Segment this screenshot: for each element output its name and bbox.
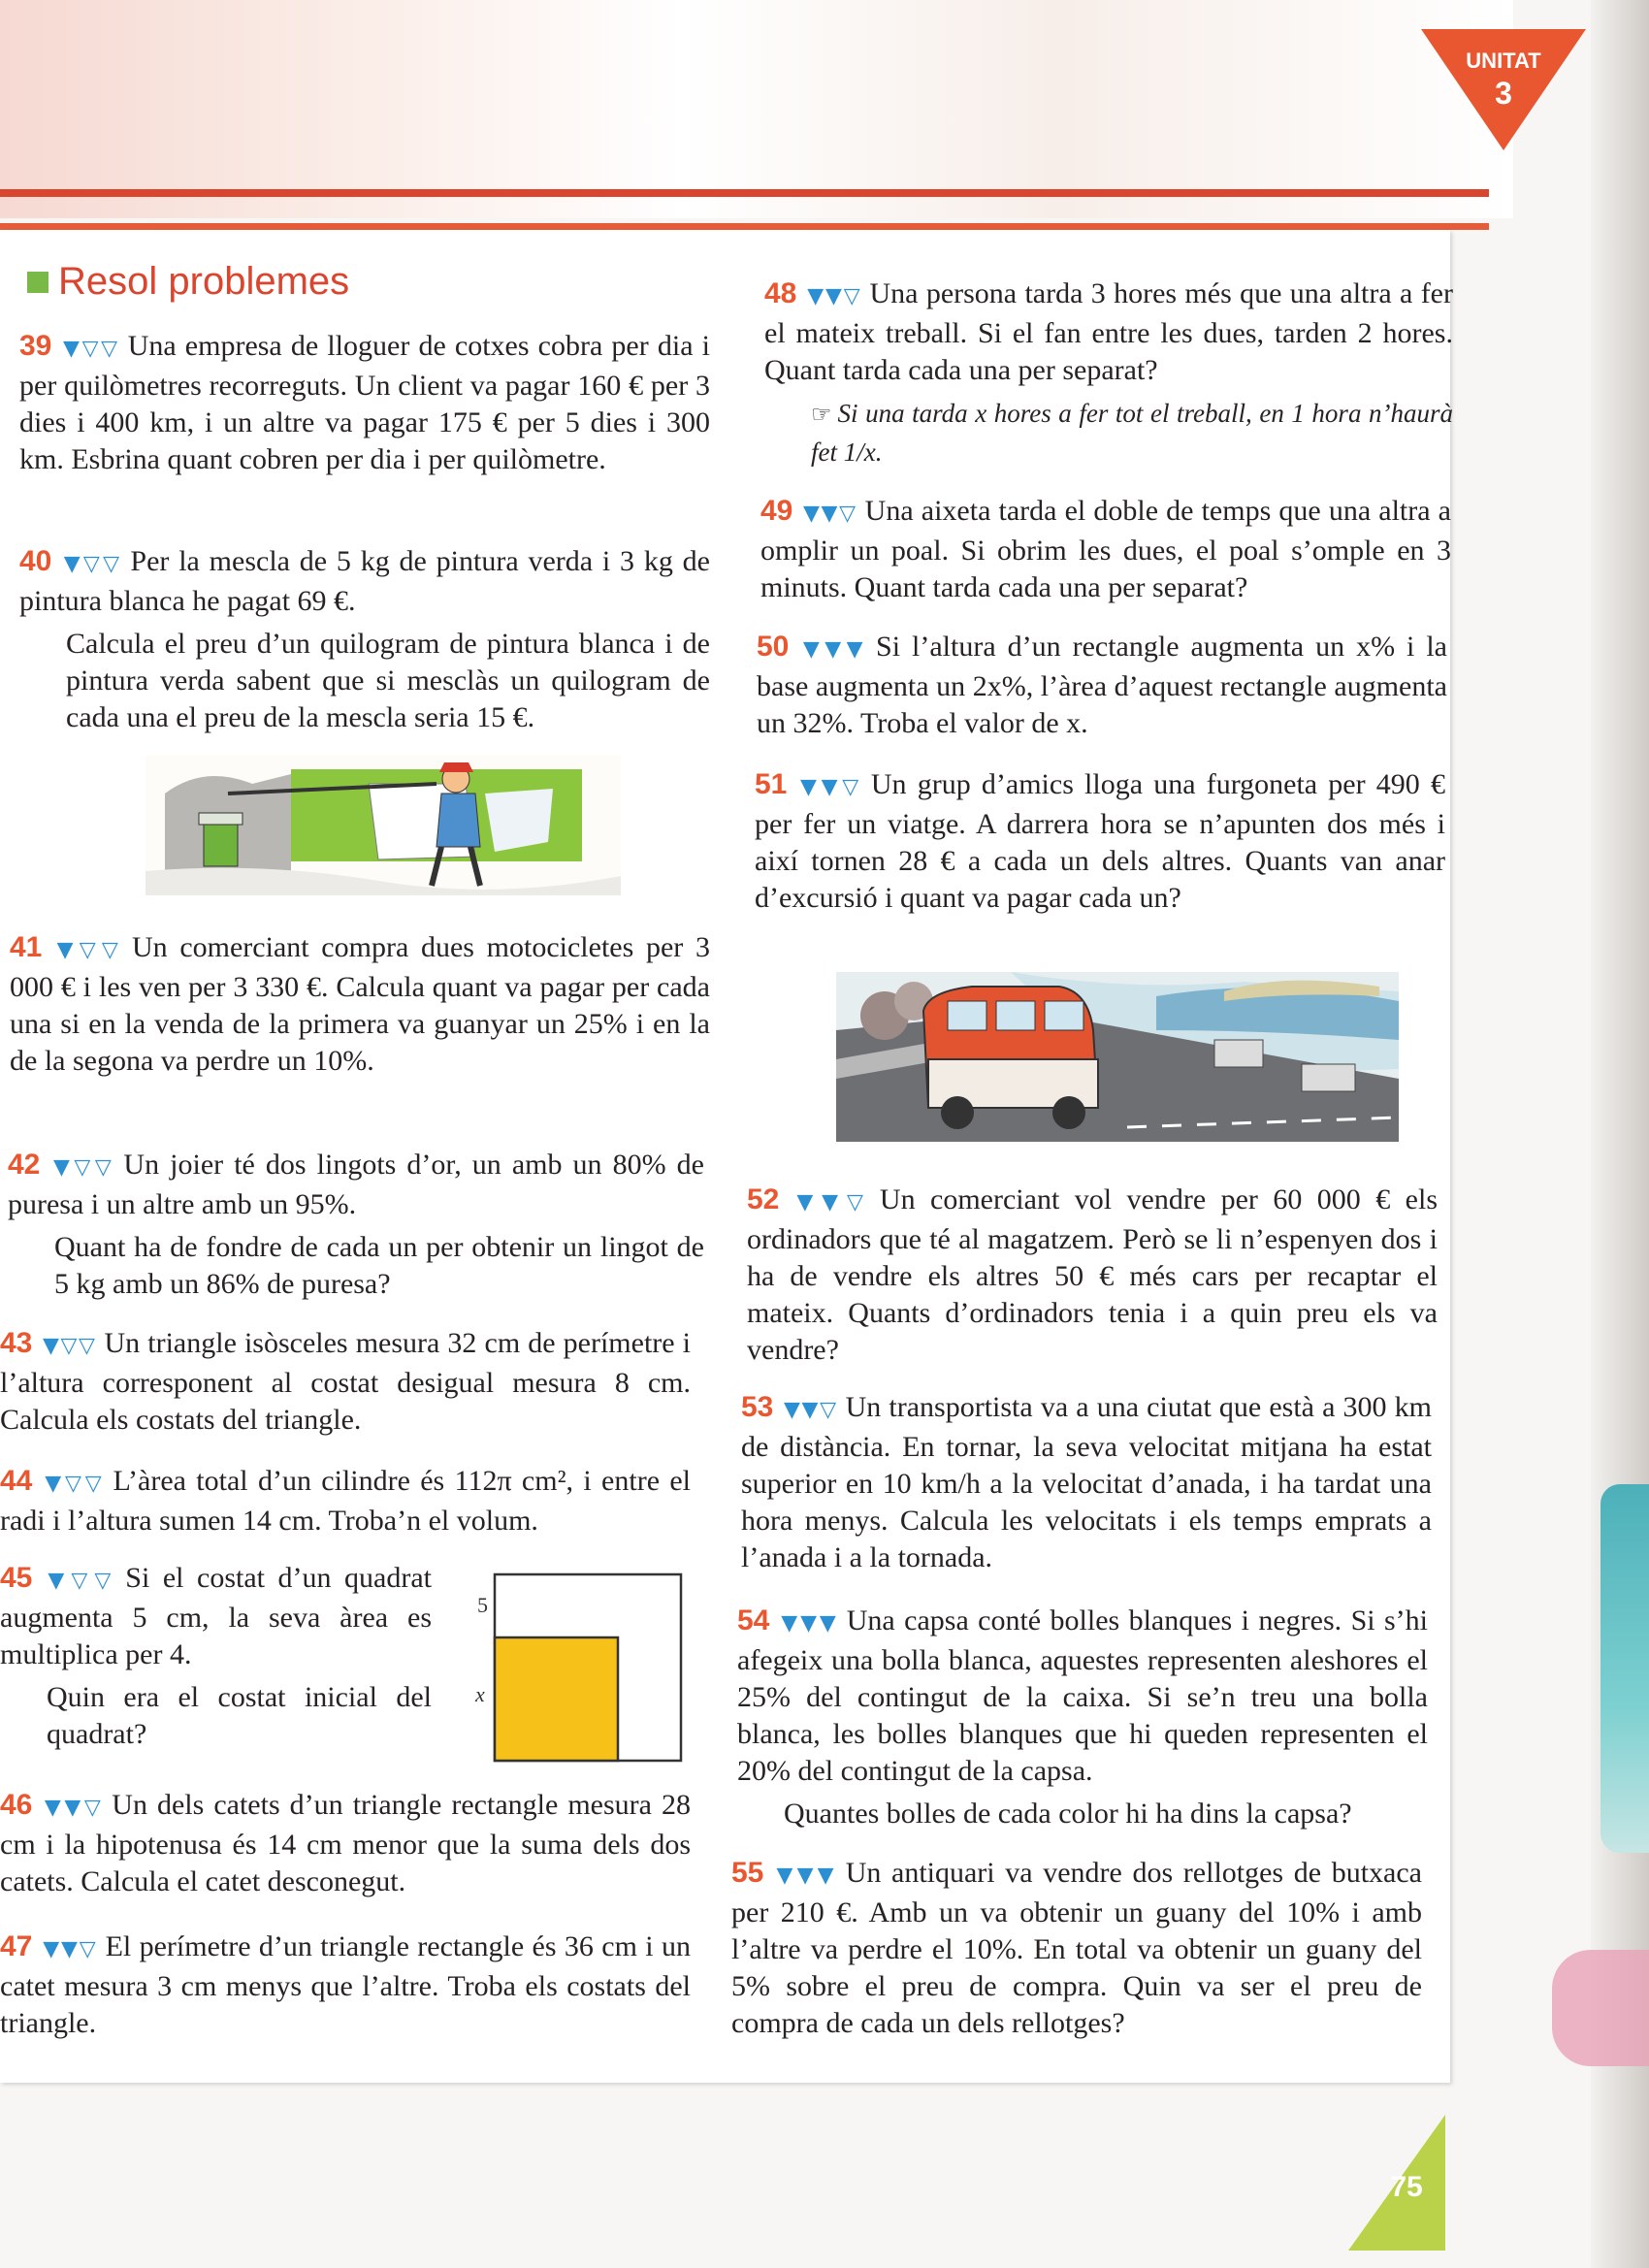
problem-50: 50 ▼▼▼ Si l’altura d’un rectangle augmenta un x% i la base augmenta un 2x%, l’àrea d’aquest rectangle augmenta un 32%. Troba el valor de x. (757, 631, 1447, 739)
painter-illustration (146, 755, 621, 895)
difficulty-icon: ▼▼▽ (42, 1796, 105, 1820)
section-heading (27, 260, 349, 304)
difficulty-icon: ▼▽▽ (49, 1155, 116, 1180)
difficulty-icon: ▼▼▽ (42, 1937, 98, 1961)
difficulty-icon: ▼▽▽ (51, 938, 124, 962)
problem-53: 53 ▼▼▽ Un transportista va a una ciutat que està a 300 km de distància. En tornar, la seva velocitat mitjana ha estat superior en 10 km/h a la velocitat d’anada, i ha tardat una hora menys. Calcula les velocitats i els temps emprats a l’anada i a la tornada. (741, 1391, 1432, 1573)
background-object-pink (1552, 1950, 1649, 2066)
difficulty-icon: ▼▼▽ (783, 1398, 838, 1422)
difficulty-icon: ▼▽▽ (42, 1334, 97, 1358)
problem-47: 47 ▼▼▽ El perímetre d’un triangle rectangle és 36 cm i un catet mesura 3 cm menys que l’altre. Troba els costats del triangle. (0, 1930, 691, 2039)
header-rule-lower (0, 223, 1489, 230)
section-title: Resol problemes (58, 260, 350, 303)
problem-51: 51 ▼▼▽ Un grup d’amics lloga una furgoneta per 490 € per fer un viatge. A darrera hora se n’apunten dos més i així tornen 28 € a cada un dels altres. Quants van anar d’excursió i quant va pagar cada un? (755, 768, 1445, 914)
problem-39: 39 ▼▽▽ Una empresa de lloguer de cotxes cobra per dia i per quilòmetres recorreguts. Un client va pagar 160 € per 3 dies i 400 km, i un altre va pagar 175 € per 5 dies i 300 km. Esbrina quant cobren per dia i per quilòmetre. (19, 330, 710, 475)
problem-41: 41 ▼▽▽ Un comerciant compra dues motocicletes per 3 000 € i les ven per 3 330 €. Calcula quant va pagar per cada una si en la venda de la primera va guanyar un 25% i en la de la segona va perdre un 10%. (10, 931, 710, 1077)
difficulty-icon: ▼▽▽ (42, 1472, 106, 1496)
difficulty-icon: ▼▼▼ (798, 637, 869, 662)
problem-46: 46 ▼▼▽ Un dels catets d’un triangle rectangle mesura 28 cm i la hipotenusa és 14 cm menor que la suma dels dos catets. Calcula el catet desconegut. (0, 1789, 691, 1897)
difficulty-icon: ▼▽▽ (42, 1569, 118, 1593)
header-band (0, 0, 1513, 218)
difficulty-icon: ▼▽▽ (61, 337, 120, 361)
page-number: 75 (1390, 2171, 1423, 2203)
difficulty-icon: ▼▼▽ (802, 502, 857, 526)
background-object (1600, 1484, 1649, 1853)
van-illustration (836, 972, 1399, 1142)
difficulty-icon: ▼▼▽ (806, 284, 862, 308)
difficulty-icon: ▼▼▽ (796, 775, 863, 799)
figure-label-x: x (475, 1682, 485, 1706)
problem-45: 45 ▼▽▽ Si el costat d’un quadrat augmenta 5 cm, la seva àrea es multiplica per 4. Quin era el costat inicial del quadrat? (0, 1562, 432, 1750)
problem-44: 44 ▼▽▽ L’àrea total d’un cilindre és 112π cm², i entre el radi i l’altura sumen 14 cm. Troba’n el volum. (0, 1465, 691, 1537)
problem-40: 40 ▼▽▽ Per la mescla de 5 kg de pintura verda i 3 kg de pintura blanca he pagat 69 €. Calcula el preu d’un quilogram de pintura blanca i de pintura verda sabent que si mesclàs un quilogram de cada una el preu de la mescla seria 15 €. (19, 545, 711, 733)
problem-54: 54 ▼▼▼ Una capsa conté bolles blanques i negres. Si s’hi afegeix una bolla blanca, aquestes representen aleshores el 25% del contingut de la caixa. Si se’n treu una bolla blanca, les bolles blanques que hi queden representen el 20% del contingut de la capsa. Quantes bolles de cada color hi ha dins la capsa? (737, 1604, 1428, 1830)
square-figure (466, 1571, 689, 1766)
pointing-hand-icon: ☞ (811, 403, 832, 428)
square-bullet-icon (27, 272, 48, 293)
problem-49: 49 ▼▼▽ Una aixeta tarda el doble de temps que una altra a omplir un poal. Si obrim les dues, el poal s’omple en 3 minuts. Quant tarda cada una per separat? (760, 495, 1451, 603)
problem-55: 55 ▼▼▼ Un antiquari va vendre dos rellotges de butxaca per 210 €. Amb un va obtenir un guany del 10% i amb l’altre va perdre el 10%. En total va obtenir un guany del 5% sobre el preu de compra. Quin va ser el preu de compra de cada un dels rellotges? (731, 1857, 1422, 2039)
problem-42: 42 ▼▽▽ Un joier té dos lingots d’or, un amb un 80% de puresa i un altre amb un 95%. Quant ha de fondre de cada un per obtenir un lingot de 5 kg amb un 86% de puresa? (8, 1149, 704, 1300)
problem-48: 48 ▼▼▽ Una persona tarda 3 hores més que una altra a fer el mateix treball. Si el fan entre les dues, tarden 2 hores. Quant tarda cada una per separat? ☞ Si una tarda x hores a fer tot el treball, en 1 hora n’haurà fet 1/x. (764, 277, 1453, 467)
unit-number: 3 (1495, 76, 1512, 111)
difficulty-icon: ▼▼▽ (789, 1190, 872, 1215)
difficulty-icon: ▼▼▼ (773, 1863, 838, 1888)
figure-label-5: 5 (477, 1593, 488, 1617)
difficulty-icon: ▼▽▽ (61, 552, 123, 576)
page-edge (1591, 0, 1649, 2268)
unit-label: UNITAT (1466, 49, 1541, 73)
difficulty-icon: ▼▼▼ (779, 1611, 839, 1636)
problem-43: 43 ▼▽▽ Un triangle isòsceles mesura 32 cm de perímetre i l’altura corresponent al costat desigual mesura 8 cm. Calcula els costats del triangle. (0, 1327, 692, 1436)
problem-52: 52 ▼▼▽ Un comerciant vol vendre per 60 000 € els ordinadors que té al magatzem. Però se li n’espenyen dos i ha de vendre els altres 50 € més cars per recaptar el mateix. Quants d’ordinadors tenia i a quin preu els va vendre? (747, 1183, 1438, 1366)
header-rule (0, 189, 1489, 197)
